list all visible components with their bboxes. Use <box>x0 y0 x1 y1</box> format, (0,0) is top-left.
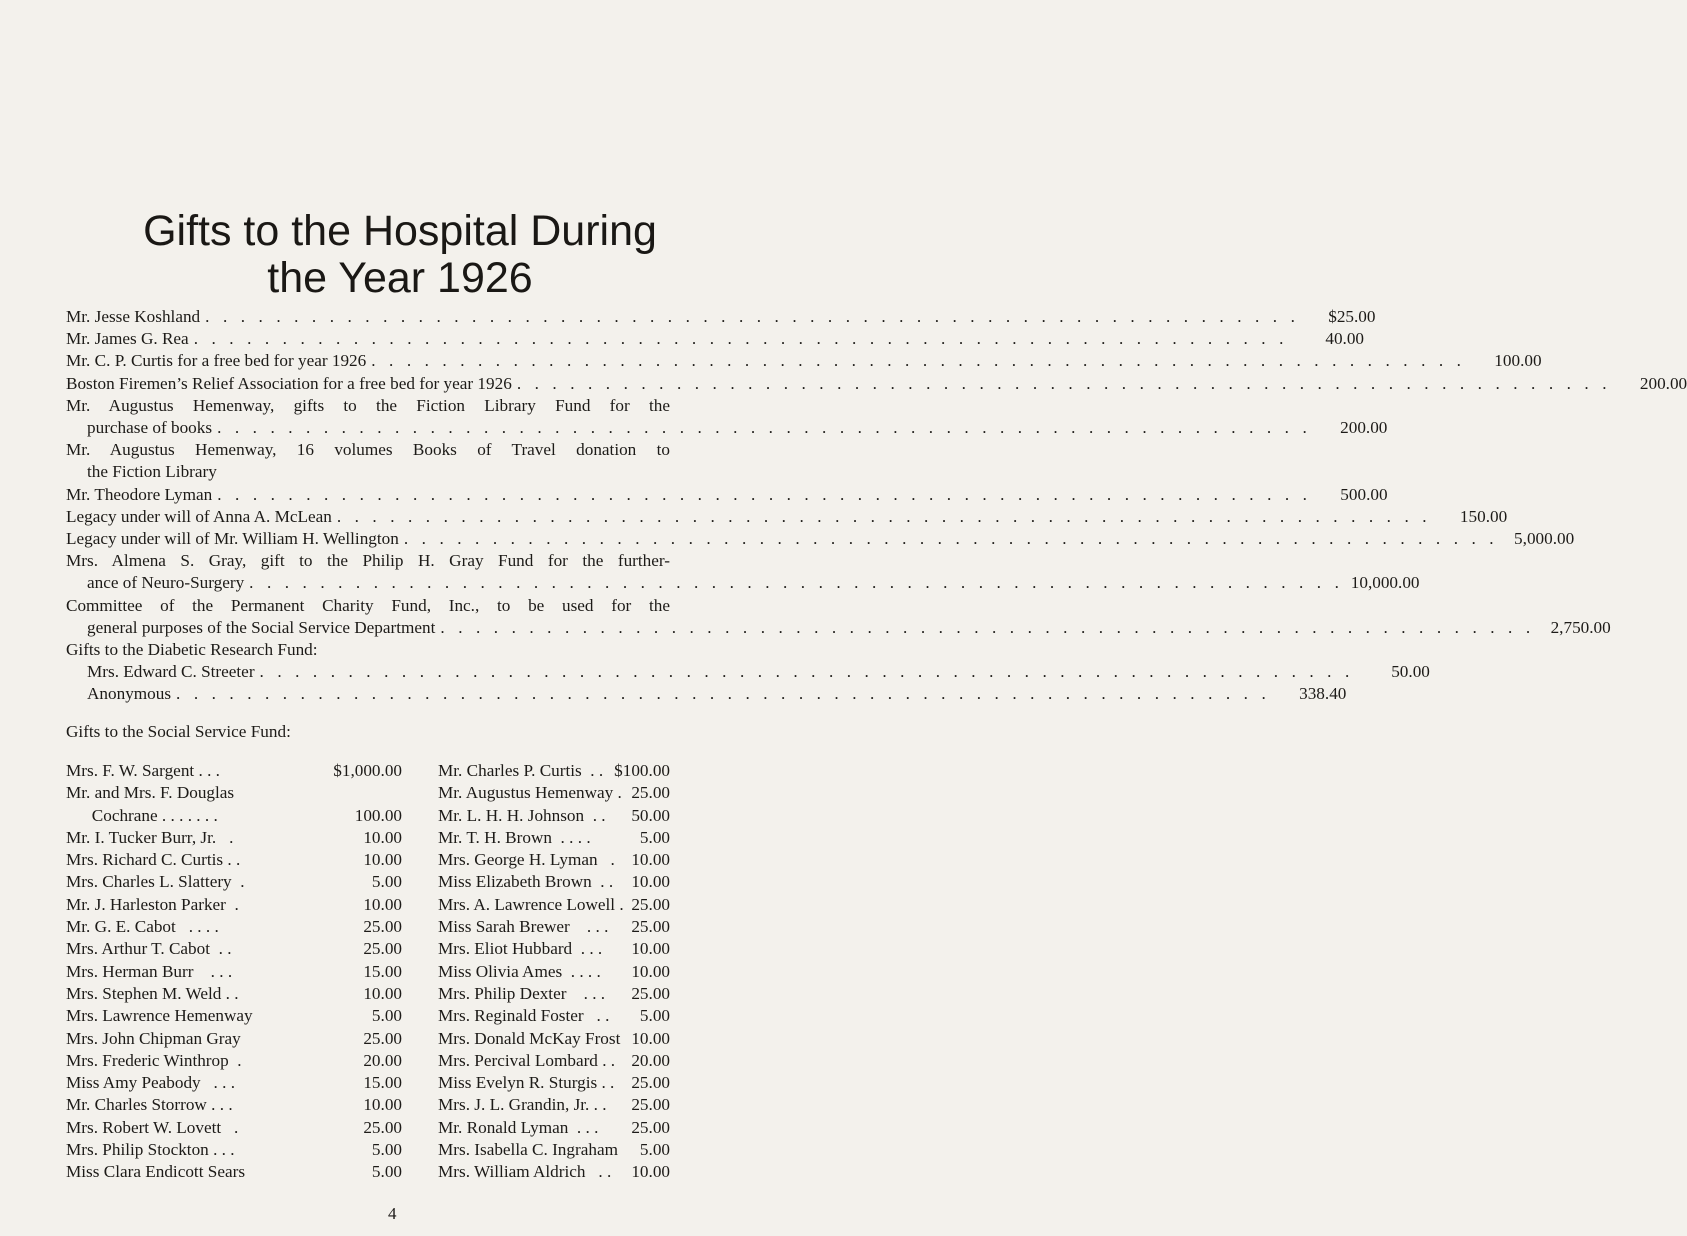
gift-donor: Boston Firemen’s Relief Association for a free bed for year 1926 <box>66 373 512 393</box>
donor-amount: 10.00 <box>363 894 402 914</box>
donor-row <box>66 782 402 804</box>
donor-amount: 25.00 <box>631 1117 670 1137</box>
donor-amount: 25.00 <box>363 1117 402 1137</box>
donor-name: Miss Olivia Ames . . . . <box>438 961 601 981</box>
donor-amount: 5.00 <box>371 872 402 892</box>
gift-amount: 50.00 <box>1391 662 1430 682</box>
donor-row <box>438 961 670 983</box>
donor-amount: 20.00 <box>363 1050 402 1070</box>
donor-row <box>438 1161 670 1183</box>
main-gifts-list <box>66 306 1687 706</box>
donor-amount: 20.00 <box>631 1050 670 1070</box>
donor-amount: 10.00 <box>363 1095 402 1115</box>
gift-entry <box>66 484 1388 506</box>
gift-entry <box>66 328 1365 350</box>
donor-row <box>66 1072 402 1094</box>
donor-amount: 5.00 <box>371 1162 402 1182</box>
donor-row <box>438 871 670 893</box>
gift-amount: 338.40 <box>1299 684 1347 704</box>
gift-entry-first-line: Committee of the Permanent Charity Fund, Inc., to be used for the <box>66 595 670 615</box>
donor-name: Mr. G. E. Cabot . . . . <box>66 917 219 937</box>
donor-amount: 5.00 <box>639 1006 670 1026</box>
gift-amount: 5,000.00 <box>1514 529 1575 549</box>
gift-donor: Mr. C. P. Curtis for a free bed for year 1926 <box>66 351 367 371</box>
gift-donor: general purposes of the Social Service Department <box>87 617 436 637</box>
donor-row <box>438 760 670 782</box>
donor-row <box>438 849 670 871</box>
donor-row <box>66 1117 402 1139</box>
donor-name: Miss Amy Peabody . . . <box>66 1073 236 1093</box>
donor-name: Mrs. J. L. Grandin, Jr. . . <box>438 1095 607 1115</box>
donor-row <box>66 827 402 849</box>
donor-row <box>438 1139 670 1161</box>
donor-row <box>66 961 402 983</box>
donor-row <box>66 760 402 782</box>
diabetic-fund-heading: Gifts to the Diabetic Research Fund: <box>66 640 318 660</box>
gift-entry <box>66 306 1376 328</box>
donor-name: Mrs. William Aldrich . . <box>438 1162 612 1182</box>
donor-amount: 10.00 <box>631 961 670 981</box>
gift-entry <box>66 439 670 483</box>
donor-row <box>66 1161 402 1183</box>
donor-row <box>438 938 670 960</box>
leader-dots: . . . . . . . . . . . . . . . . . . . . . . . . . . . . . . . . . . . . . . . . . . . . . . . . . . . . . . . . . . . . . . <box>249 573 1344 593</box>
gift-entry <box>66 395 1388 439</box>
donor-name: Mrs. Herman Burr . . . <box>66 961 233 981</box>
gift-donor: purchase of books <box>87 418 213 438</box>
donor-amount: 10.00 <box>631 939 670 959</box>
donor-row <box>438 1117 670 1139</box>
donor-name: Mrs. Lawrence Hemenway <box>66 1006 253 1026</box>
donor-name: Miss Clara Endicott Sears <box>66 1162 246 1182</box>
donor-amount: $1,000.00 <box>333 761 402 780</box>
gift-entry <box>66 683 1347 705</box>
gift-entry <box>66 506 1508 528</box>
gift-amount: $25.00 <box>1328 307 1376 326</box>
donor-row <box>438 1050 670 1072</box>
donor-amount: 10.00 <box>363 983 402 1003</box>
donor-amount: 10.00 <box>631 1028 670 1048</box>
donor-name: Mrs. Arthur T. Cabot . . <box>66 939 232 959</box>
gift-amount: 100.00 <box>1494 351 1542 371</box>
gift-amount: 500.00 <box>1340 484 1388 504</box>
donor-row <box>66 1028 402 1050</box>
gift-donor: Mrs. Edward C. Streeter <box>87 662 255 682</box>
donor-amount: 15.00 <box>363 961 402 981</box>
donor-name: Mrs. George H. Lyman . <box>438 850 615 870</box>
donor-name: Miss Sarah Brewer . . . <box>438 917 609 937</box>
leader-dots: . . . . . . . . . . . . . . . . . . . . . . . . . . . . . . . . . . . . . . . . . . . . . . . . . . . . . . . . . . . . . . <box>371 351 1466 371</box>
donor-row <box>66 1139 402 1161</box>
gift-donor: Mr. Jesse Koshland <box>66 307 201 326</box>
donor-row <box>438 1028 670 1050</box>
page-title <box>0 208 800 302</box>
leader-dots: . . . . . . . . . . . . . . . . . . . . . . . . . . . . . . . . . . . . . . . . . . . . . . . . . . . . . . . . . . . . . . <box>336 506 1432 526</box>
donor-amount: $100.00 <box>614 761 670 780</box>
donor-amount: 25.00 <box>631 917 670 937</box>
donor-row <box>438 916 670 938</box>
gift-amount: 2,750.00 <box>1550 617 1611 637</box>
donor-amount: 10.00 <box>631 872 670 892</box>
donor-amount: 50.00 <box>631 805 670 825</box>
gift-entry-first-line: Mr. Augustus Hemenway, 16 volumes Books of Travel donation to <box>66 440 670 460</box>
donor-name: Mrs. Richard C. Curtis . . <box>66 850 241 870</box>
donor-name: Mrs. Reginald Foster . . <box>438 1006 610 1026</box>
donor-amount: 5.00 <box>639 827 670 847</box>
donor-row <box>66 1094 402 1116</box>
donor-amount: 25.00 <box>631 894 670 914</box>
gift-entry <box>66 528 1575 550</box>
gift-entry <box>66 595 1611 639</box>
donor-row <box>438 805 670 827</box>
donor-row <box>66 805 402 827</box>
gift-donor: Legacy under will of Anna A. McLean <box>66 506 332 526</box>
donor-amount: 10.00 <box>631 1162 670 1182</box>
gift-donor: Mr. James G. Rea <box>66 329 189 349</box>
leader-dots: . . . . . . . . . . . . . . . . . . . . . . . . . . . . . . . . . . . . . . . . . . . . . . . . . . . . . . . . . . . . . . <box>259 662 1354 682</box>
leader-dots: . . . . . . . . . . . . . . . . . . . . . . . . . . . . . . . . . . . . . . . . . . . . . . . . . . . . . . . . . . . . . . <box>205 307 1300 326</box>
donor-amount: 5.00 <box>639 1140 670 1160</box>
donor-name: Mr. Charles P. Curtis . . <box>438 761 604 780</box>
donor-name: Mrs. Percival Lombard . . <box>438 1050 616 1070</box>
gift-amount: 40.00 <box>1325 329 1365 349</box>
donor-row <box>438 1005 670 1027</box>
donor-amount: 25.00 <box>363 917 402 937</box>
donor-amount: 25.00 <box>363 939 402 959</box>
gift-donor: Mr. Theodore Lyman <box>66 484 213 504</box>
leader-dots: . . . . . . . . . . . . . . . . . . . . . . . . . . . . . . . . . . . . . . . . . . . . . . . . . . . . . . . . . . . . . . <box>440 617 1535 637</box>
donor-row <box>438 1072 670 1094</box>
donor-row <box>66 849 402 871</box>
donor-name: Mr. Augustus Hemenway . <box>438 783 622 803</box>
donor-row <box>66 983 402 1005</box>
donor-name: Mr. I. Tucker Burr, Jr. . <box>66 827 234 847</box>
leader-dots: . . . . . . . . . . . . . . . . . . . . . . . . . . . . . . . . . . . . . . . . . . . . . . . . . . . . . . . . . . . . . . <box>176 684 1271 704</box>
leader-dots: . . . . . . . . . . . . . . . . . . . . . . . . . . . . . . . . . . . . . . . . . . . . . . . . . . . . . . . . . . . . . . <box>217 418 1312 438</box>
leader-dots: . . . . . . . . . . . . . . . . . . . . . . . . . . . . . . . . . . . . . . . . . . . . . . . . . . . . . . . . . . . . . . <box>217 484 1312 504</box>
page-number: 4 <box>388 1204 397 1223</box>
leader-dots: . . . . . . . . . . . . . . . . . . . . . . . . . . . . . . . . . . . . . . . . . . . . . . . . . . . . . . . . . . . . . . <box>403 529 1499 549</box>
leader-dots: . . . . . . . . . . . . . . . . . . . . . . . . . . . . . . . . . . . . . . . . . . . . . . . . . . . . . . . . . . . . . . <box>193 329 1289 349</box>
donor-row <box>438 983 670 1005</box>
donor-name: Mr. L. H. H. Johnson . . <box>438 805 606 825</box>
gift-entry <box>66 550 1420 594</box>
donor-amount: 25.00 <box>631 783 670 803</box>
gift-amount: 200.00 <box>1639 373 1687 393</box>
donor-amount: 25.00 <box>631 983 670 1003</box>
donor-name: Miss Evelyn R. Sturgis . . <box>438 1073 615 1093</box>
donor-name: Mrs. Frederic Winthrop . <box>66 1050 242 1070</box>
donor-name: Mr. Charles Storrow . . . <box>66 1095 233 1115</box>
gift-entry <box>66 350 1542 372</box>
donor-row <box>66 1005 402 1027</box>
donor-amount: 5.00 <box>371 1006 402 1026</box>
donor-row <box>438 782 670 804</box>
donor-name: Miss Elizabeth Brown . . <box>438 872 614 892</box>
donor-amount: 10.00 <box>363 827 402 847</box>
donor-row <box>66 1050 402 1072</box>
donor-name: Mrs. Donald McKay Frost <box>438 1028 621 1048</box>
donor-amount: 25.00 <box>363 1028 402 1048</box>
donor-name: Mrs. F. W. Sargent . . . <box>66 761 220 780</box>
donor-name: Mrs. Philip Stockton . . . <box>66 1140 235 1160</box>
donor-amount: 5.00 <box>371 1140 402 1160</box>
gift-donor: Legacy under will of Mr. William H. Wellington <box>66 529 399 549</box>
donor-name: Mrs. Charles L. Slattery . <box>66 872 245 892</box>
donor-name: Mrs. Philip Dexter . . . <box>438 983 606 1003</box>
donor-row <box>438 1094 670 1116</box>
donor-name: Mrs. Stephen M. Weld . . <box>66 983 239 1003</box>
donor-name: Mr. T. H. Brown . . . . <box>438 827 591 847</box>
donor-name: Mrs. Isabella C. Ingraham <box>438 1140 618 1160</box>
gift-donor: ance of Neuro-Surgery <box>87 573 245 593</box>
donor-amount: 15.00 <box>363 1073 402 1093</box>
gift-entry-first-line: Mrs. Almena S. Gray, gift to the Philip H. Gray Fund for the further- <box>66 551 670 571</box>
gift-entry-first-line: Mr. Augustus Hemenway, gifts to the Fiction Library Fund for the <box>66 395 670 415</box>
donor-amount: 10.00 <box>631 850 670 870</box>
gift-donor: Anonymous <box>87 684 172 704</box>
social-service-heading: Gifts to the Social Service Fund: <box>66 722 291 741</box>
donor-name: Mr. J. Harleston Parker . <box>66 894 239 914</box>
donor-row <box>66 871 402 893</box>
donor-amount: 25.00 <box>631 1073 670 1093</box>
donor-amount: 100.00 <box>354 805 402 825</box>
donor-row <box>438 827 670 849</box>
title-line-2: the Year 1926 <box>267 254 533 302</box>
gift-donor: the Fiction Library <box>87 462 217 482</box>
donor-name: Mr. and Mrs. F. Douglas <box>66 783 235 803</box>
gift-entry <box>66 373 1687 395</box>
title-line-1: Gifts to the Hospital During <box>143 207 657 255</box>
donor-row <box>66 894 402 916</box>
donor-name: Mrs. A. Lawrence Lowell . <box>438 894 624 914</box>
donor-name: Cochrane . . . . . . . <box>66 805 218 825</box>
donor-name: Mrs. John Chipman Gray <box>66 1028 241 1048</box>
gift-amount: 10,000.00 <box>1350 573 1420 593</box>
donor-amount: 10.00 <box>363 850 402 870</box>
gift-entry <box>66 661 1430 683</box>
social-service-right-column <box>438 760 670 1184</box>
donor-row <box>66 916 402 938</box>
donor-row <box>438 894 670 916</box>
donor-name: Mr. Ronald Lyman . . . <box>438 1117 599 1137</box>
social-service-left-column <box>66 760 402 1184</box>
donor-amount: 25.00 <box>631 1095 670 1115</box>
gift-amount: 200.00 <box>1340 418 1388 438</box>
donor-name: Mrs. Eliot Hubbard . . . <box>438 939 603 959</box>
donor-name: Mrs. Robert W. Lovett . <box>66 1117 239 1137</box>
gift-amount: 150.00 <box>1459 506 1508 526</box>
donor-row <box>66 938 402 960</box>
leader-dots: . . . . . . . . . . . . . . . . . . . . . . . . . . . . . . . . . . . . . . . . . . . . . . . . . . . . . . . . . . . . . . <box>516 373 1612 393</box>
